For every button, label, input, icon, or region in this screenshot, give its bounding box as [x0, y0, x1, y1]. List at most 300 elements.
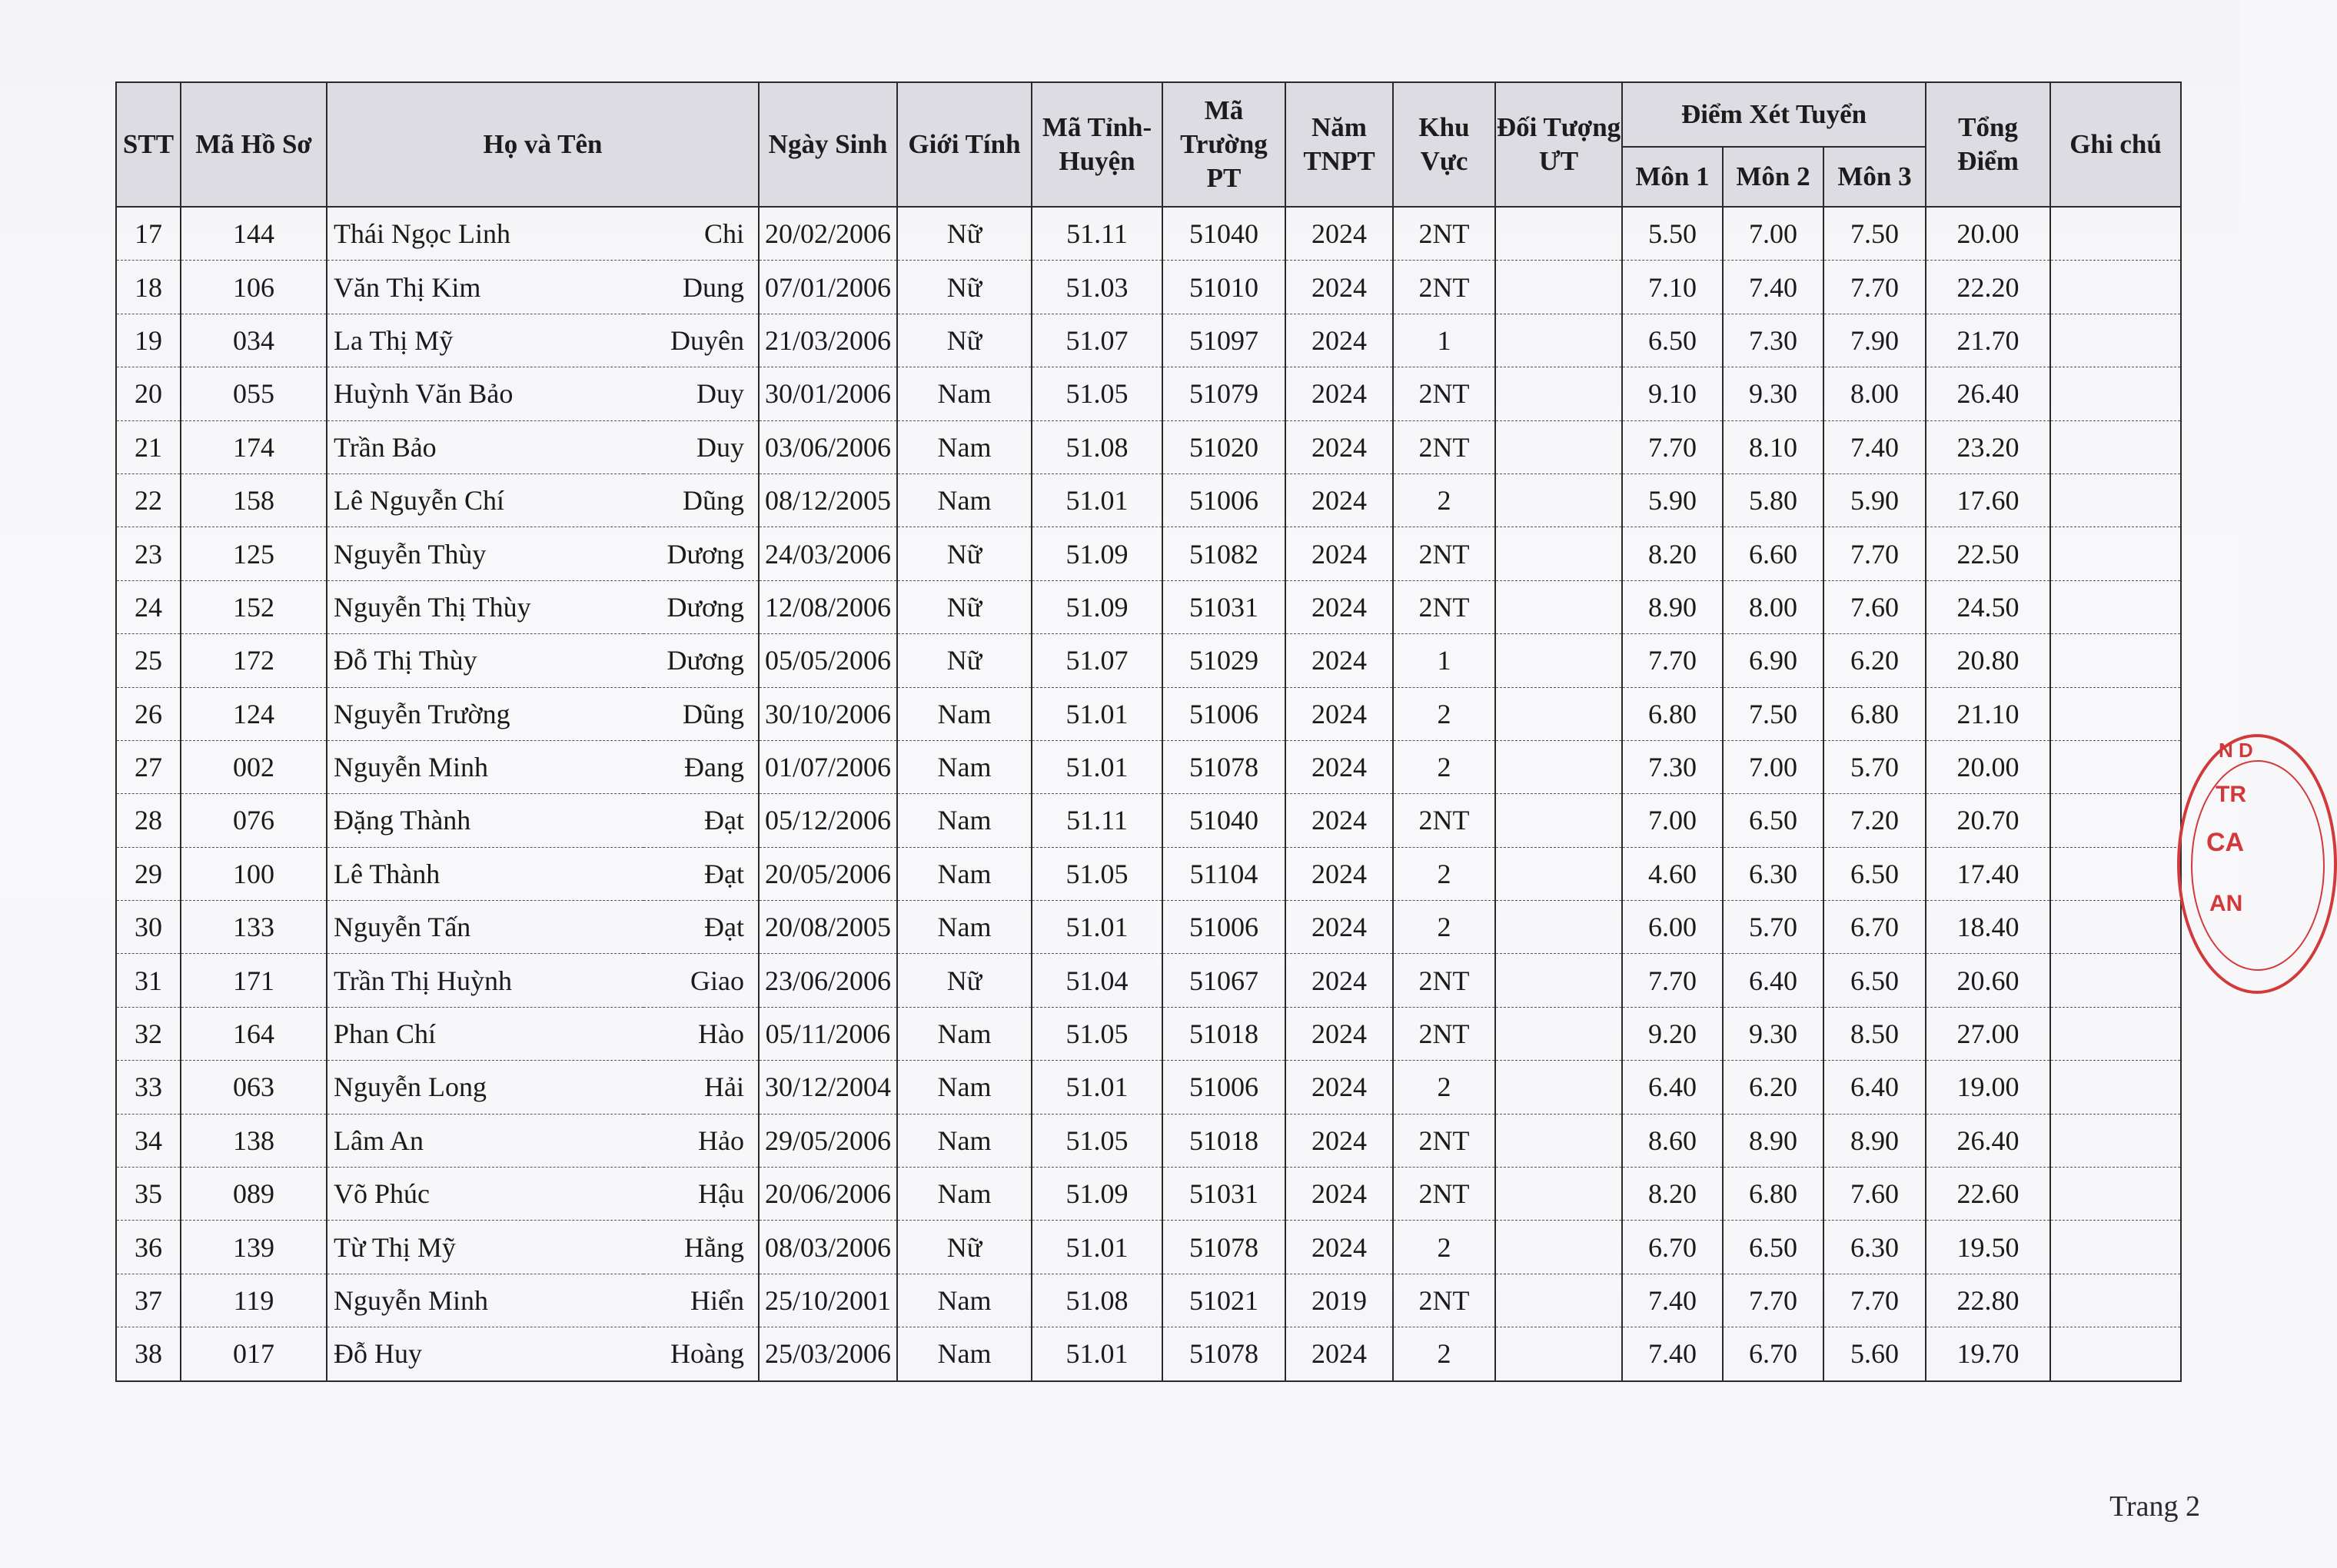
cell-mon-1: 9.10: [1622, 367, 1723, 420]
cell-stt: 32: [116, 1007, 181, 1060]
table-row: [116, 1221, 2181, 1274]
cell-mon-2: 6.50: [1723, 1221, 1823, 1274]
cell-mon-1: 6.70: [1622, 1221, 1723, 1274]
cell-ma-ho-so: 152: [181, 580, 327, 633]
cell-ghi-chu: [2050, 261, 2181, 314]
cell-stt: 20: [116, 367, 181, 420]
cell-ma-truong: 51020: [1162, 420, 1285, 473]
cell-doi-tuong-ut: [1495, 740, 1622, 793]
cell-khu-vuc: 2NT: [1393, 207, 1495, 261]
cell-nam-tnpt: 2024: [1285, 420, 1393, 473]
cell-ten: Đạt: [643, 794, 759, 847]
cell-ten: Dũng: [643, 687, 759, 740]
cell-ghi-chu: [2050, 954, 2181, 1007]
cell-mon-2: 6.60: [1723, 527, 1823, 580]
cell-ghi-chu: [2050, 1274, 2181, 1327]
cell-stt: 27: [116, 740, 181, 793]
cell-nam-tnpt: 2024: [1285, 1327, 1393, 1381]
cell-ho-dem: Nguyễn Minh: [327, 1274, 643, 1327]
cell-doi-tuong-ut: [1495, 527, 1622, 580]
cell-mon-3: 7.60: [1823, 1168, 1926, 1221]
cell-ma-truong: 51021: [1162, 1274, 1285, 1327]
cell-mon-2: 6.70: [1723, 1327, 1823, 1381]
cell-ho-dem: Huỳnh Văn Bảo: [327, 367, 643, 420]
cell-ten: Hoàng: [643, 1327, 759, 1381]
cell-tong-diem: 19.70: [1926, 1327, 2050, 1381]
cell-tong-diem: 22.80: [1926, 1274, 2050, 1327]
cell-doi-tuong-ut: [1495, 794, 1622, 847]
cell-ma-tinh-huyen: 51.11: [1032, 207, 1162, 261]
cell-tong-diem: 21.70: [1926, 314, 2050, 367]
cell-stt: 24: [116, 580, 181, 633]
cell-ghi-chu: [2050, 847, 2181, 900]
cell-ma-tinh-huyen: 51.07: [1032, 314, 1162, 367]
cell-stt: 38: [116, 1327, 181, 1381]
cell-khu-vuc: 2: [1393, 847, 1495, 900]
cell-ma-truong: 51082: [1162, 527, 1285, 580]
cell-ghi-chu: [2050, 1327, 2181, 1381]
cell-ma-ho-so: 076: [181, 794, 327, 847]
cell-ten: Dung: [643, 261, 759, 314]
cell-ma-truong: 51104: [1162, 847, 1285, 900]
header-nam-tnpt: Năm TNPT: [1285, 82, 1393, 207]
cell-mon-1: 6.80: [1622, 687, 1723, 740]
cell-khu-vuc: 2: [1393, 473, 1495, 527]
cell-tong-diem: 26.40: [1926, 1114, 2050, 1167]
cell-stt: 17: [116, 207, 181, 261]
table-row: [116, 687, 2181, 740]
header-ngay-sinh: Ngày Sinh: [759, 82, 897, 207]
cell-tong-diem: 27.00: [1926, 1007, 2050, 1060]
cell-khu-vuc: 2: [1393, 1221, 1495, 1274]
table-row: [116, 473, 2181, 527]
cell-doi-tuong-ut: [1495, 1221, 1622, 1274]
cell-ma-tinh-huyen: 51.09: [1032, 527, 1162, 580]
cell-ma-ho-so: 138: [181, 1114, 327, 1167]
cell-mon-3: 7.50: [1823, 207, 1926, 261]
cell-ghi-chu: [2050, 740, 2181, 793]
cell-ma-truong: 51018: [1162, 1114, 1285, 1167]
cell-gioi-tinh: Nữ: [897, 314, 1032, 367]
table-row: [116, 314, 2181, 367]
cell-mon-3: 6.20: [1823, 634, 1926, 687]
cell-tong-diem: 19.50: [1926, 1221, 2050, 1274]
cell-tong-diem: 24.50: [1926, 580, 2050, 633]
cell-khu-vuc: 2NT: [1393, 367, 1495, 420]
cell-ho-dem: Đỗ Thị Thùy: [327, 634, 643, 687]
cell-ma-ho-so: 034: [181, 314, 327, 367]
cell-ten: Đạt: [643, 901, 759, 954]
cell-tong-diem: 22.60: [1926, 1168, 2050, 1221]
cell-doi-tuong-ut: [1495, 687, 1622, 740]
cell-mon-1: 9.20: [1622, 1007, 1723, 1060]
cell-tong-diem: 17.60: [1926, 473, 2050, 527]
cell-stt: 36: [116, 1221, 181, 1274]
table-row: [116, 794, 2181, 847]
cell-ma-truong: 51010: [1162, 261, 1285, 314]
cell-tong-diem: 23.20: [1926, 420, 2050, 473]
cell-ngay-sinh: 01/07/2006: [759, 740, 897, 793]
cell-khu-vuc: 2: [1393, 1327, 1495, 1381]
cell-gioi-tinh: Nam: [897, 1327, 1032, 1381]
header-mon-1: Môn 1: [1622, 147, 1723, 207]
cell-gioi-tinh: Nam: [897, 1168, 1032, 1221]
cell-gioi-tinh: Nam: [897, 901, 1032, 954]
cell-doi-tuong-ut: [1495, 1274, 1622, 1327]
cell-khu-vuc: 2: [1393, 687, 1495, 740]
cell-doi-tuong-ut: [1495, 1061, 1622, 1114]
cell-ma-ho-so: 106: [181, 261, 327, 314]
cell-stt: 18: [116, 261, 181, 314]
cell-tong-diem: 21.10: [1926, 687, 2050, 740]
cell-mon-1: 7.70: [1622, 954, 1723, 1007]
cell-mon-1: 4.60: [1622, 847, 1723, 900]
cell-ten: Dương: [643, 580, 759, 633]
cell-doi-tuong-ut: [1495, 580, 1622, 633]
cell-ma-tinh-huyen: 51.03: [1032, 261, 1162, 314]
cell-ghi-chu: [2050, 314, 2181, 367]
cell-nam-tnpt: 2024: [1285, 847, 1393, 900]
cell-tong-diem: 17.40: [1926, 847, 2050, 900]
stamp-text: CA: [2206, 828, 2245, 857]
table-row: [116, 1168, 2181, 1221]
header-ho-va-ten: Họ và Tên: [327, 82, 759, 207]
table-row: [116, 847, 2181, 900]
header-mon-2: Môn 2: [1723, 147, 1823, 207]
cell-gioi-tinh: Nam: [897, 794, 1032, 847]
cell-ho-dem: Trần Bảo: [327, 420, 643, 473]
cell-mon-2: 7.70: [1723, 1274, 1823, 1327]
cell-khu-vuc: 2NT: [1393, 1274, 1495, 1327]
cell-ghi-chu: [2050, 1168, 2181, 1221]
cell-ma-tinh-huyen: 51.08: [1032, 1274, 1162, 1327]
cell-mon-1: 7.40: [1622, 1274, 1723, 1327]
cell-ma-tinh-huyen: 51.05: [1032, 1114, 1162, 1167]
red-seal-stamp: [2177, 734, 2337, 994]
cell-ngay-sinh: 23/06/2006: [759, 954, 897, 1007]
cell-ma-ho-so: 158: [181, 473, 327, 527]
cell-ngay-sinh: 24/03/2006: [759, 527, 897, 580]
cell-ghi-chu: [2050, 1061, 2181, 1114]
cell-mon-2: 5.70: [1723, 901, 1823, 954]
cell-ngay-sinh: 05/11/2006: [759, 1007, 897, 1060]
cell-stt: 35: [116, 1168, 181, 1221]
cell-ten: Giao: [643, 954, 759, 1007]
cell-ho-dem: Trần Thị Huỳnh: [327, 954, 643, 1007]
cell-doi-tuong-ut: [1495, 207, 1622, 261]
cell-ma-tinh-huyen: 51.07: [1032, 634, 1162, 687]
cell-mon-3: 7.70: [1823, 261, 1926, 314]
cell-ten: Hải: [643, 1061, 759, 1114]
cell-ma-ho-so: 125: [181, 527, 327, 580]
cell-gioi-tinh: Nam: [897, 1274, 1032, 1327]
cell-nam-tnpt: 2024: [1285, 580, 1393, 633]
cell-ngay-sinh: 25/03/2006: [759, 1327, 897, 1381]
cell-ho-dem: Nguyễn Long: [327, 1061, 643, 1114]
cell-ma-truong: 51078: [1162, 1327, 1285, 1381]
cell-mon-2: 6.20: [1723, 1061, 1823, 1114]
header-ma-tinh-huyen: Mã Tỉnh-Huyện: [1032, 82, 1162, 207]
cell-mon-1: 7.10: [1622, 261, 1723, 314]
cell-khu-vuc: 2NT: [1393, 1168, 1495, 1221]
cell-mon-3: 5.70: [1823, 740, 1926, 793]
cell-ma-tinh-huyen: 51.01: [1032, 1327, 1162, 1381]
cell-mon-1: 5.90: [1622, 473, 1723, 527]
cell-ten: Hậu: [643, 1168, 759, 1221]
cell-khu-vuc: 2NT: [1393, 261, 1495, 314]
cell-ma-truong: 51006: [1162, 473, 1285, 527]
cell-doi-tuong-ut: [1495, 473, 1622, 527]
cell-khu-vuc: 2: [1393, 901, 1495, 954]
cell-ngay-sinh: 03/06/2006: [759, 420, 897, 473]
cell-nam-tnpt: 2024: [1285, 1061, 1393, 1114]
header-ghi-chu: Ghi chú: [2050, 82, 2181, 207]
cell-mon-1: 7.70: [1622, 634, 1723, 687]
cell-ma-truong: 51097: [1162, 314, 1285, 367]
cell-ngay-sinh: 20/02/2006: [759, 207, 897, 261]
cell-stt: 34: [116, 1114, 181, 1167]
cell-doi-tuong-ut: [1495, 367, 1622, 420]
cell-mon-1: 6.00: [1622, 901, 1723, 954]
cell-mon-2: 6.90: [1723, 634, 1823, 687]
cell-nam-tnpt: 2024: [1285, 901, 1393, 954]
cell-nam-tnpt: 2024: [1285, 634, 1393, 687]
cell-ghi-chu: [2050, 1007, 2181, 1060]
cell-ma-tinh-huyen: 51.05: [1032, 1007, 1162, 1060]
header-gioi-tinh: Giới Tính: [897, 82, 1032, 207]
cell-gioi-tinh: Nam: [897, 740, 1032, 793]
cell-ma-tinh-huyen: 51.01: [1032, 1061, 1162, 1114]
cell-ma-ho-so: 119: [181, 1274, 327, 1327]
cell-ngay-sinh: 07/01/2006: [759, 261, 897, 314]
cell-ho-dem: Nguyễn Tấn: [327, 901, 643, 954]
cell-ma-truong: 51031: [1162, 580, 1285, 633]
cell-stt: 29: [116, 847, 181, 900]
cell-gioi-tinh: Nữ: [897, 954, 1032, 1007]
cell-khu-vuc: 1: [1393, 314, 1495, 367]
cell-nam-tnpt: 2024: [1285, 207, 1393, 261]
cell-ghi-chu: [2050, 1114, 2181, 1167]
cell-nam-tnpt: 2024: [1285, 1114, 1393, 1167]
cell-stt: 37: [116, 1274, 181, 1327]
cell-doi-tuong-ut: [1495, 901, 1622, 954]
cell-ten: Hào: [643, 1007, 759, 1060]
cell-mon-1: 7.00: [1622, 794, 1723, 847]
cell-mon-3: 7.40: [1823, 420, 1926, 473]
cell-mon-2: 7.00: [1723, 207, 1823, 261]
header-mon-3: Môn 3: [1823, 147, 1926, 207]
cell-mon-3: 5.90: [1823, 473, 1926, 527]
cell-ma-truong: 51078: [1162, 1221, 1285, 1274]
cell-ten: Duyên: [643, 314, 759, 367]
stamp-inner-ring: [2191, 760, 2325, 971]
table-row: [116, 634, 2181, 687]
cell-nam-tnpt: 2024: [1285, 314, 1393, 367]
cell-khu-vuc: 2NT: [1393, 954, 1495, 1007]
cell-ten: Duy: [643, 367, 759, 420]
cell-ma-ho-so: 174: [181, 420, 327, 473]
cell-tong-diem: 26.40: [1926, 367, 2050, 420]
cell-ghi-chu: [2050, 1221, 2181, 1274]
header-diem-xet-tuyen: Điểm Xét Tuyển: [1622, 82, 1926, 147]
cell-stt: 22: [116, 473, 181, 527]
cell-nam-tnpt: 2024: [1285, 794, 1393, 847]
cell-ma-tinh-huyen: 51.05: [1032, 367, 1162, 420]
cell-doi-tuong-ut: [1495, 1007, 1622, 1060]
table-row: [116, 207, 2181, 261]
header-ma-ho-so: Mã Hồ Sơ: [181, 82, 327, 207]
cell-stt: 26: [116, 687, 181, 740]
cell-stt: 19: [116, 314, 181, 367]
cell-mon-1: 8.90: [1622, 580, 1723, 633]
cell-tong-diem: 20.80: [1926, 634, 2050, 687]
cell-nam-tnpt: 2024: [1285, 1007, 1393, 1060]
cell-ho-dem: Thái Ngọc Linh: [327, 207, 643, 261]
cell-ho-dem: Văn Thị Kim: [327, 261, 643, 314]
cell-khu-vuc: 2NT: [1393, 794, 1495, 847]
cell-mon-3: 7.20: [1823, 794, 1926, 847]
cell-ma-ho-so: 100: [181, 847, 327, 900]
table-row: [116, 740, 2181, 793]
cell-ho-dem: Nguyễn Thị Thùy: [327, 580, 643, 633]
cell-mon-2: 8.00: [1723, 580, 1823, 633]
cell-ho-dem: Nguyễn Minh: [327, 740, 643, 793]
stamp-text: AN: [2209, 891, 2243, 916]
cell-doi-tuong-ut: [1495, 1114, 1622, 1167]
cell-nam-tnpt: 2024: [1285, 1168, 1393, 1221]
cell-ngay-sinh: 21/03/2006: [759, 314, 897, 367]
cell-mon-2: 7.30: [1723, 314, 1823, 367]
cell-ma-ho-so: 171: [181, 954, 327, 1007]
cell-ma-truong: 51006: [1162, 687, 1285, 740]
cell-khu-vuc: 2NT: [1393, 1114, 1495, 1167]
cell-khu-vuc: 2: [1393, 740, 1495, 793]
table-row: [116, 1007, 2181, 1060]
cell-ma-tinh-huyen: 51.01: [1032, 901, 1162, 954]
cell-doi-tuong-ut: [1495, 954, 1622, 1007]
cell-ma-tinh-huyen: 51.01: [1032, 473, 1162, 527]
cell-ten: Hảo: [643, 1114, 759, 1167]
cell-gioi-tinh: Nam: [897, 687, 1032, 740]
cell-ho-dem: Nguyễn Thùy: [327, 527, 643, 580]
cell-ten: Chi: [643, 207, 759, 261]
table-body: [116, 207, 2181, 1381]
cell-ho-dem: Đỗ Huy: [327, 1327, 643, 1381]
cell-gioi-tinh: Nữ: [897, 261, 1032, 314]
cell-stt: 28: [116, 794, 181, 847]
cell-ngay-sinh: 30/10/2006: [759, 687, 897, 740]
cell-mon-1: 6.40: [1622, 1061, 1723, 1114]
cell-ngay-sinh: 08/03/2006: [759, 1221, 897, 1274]
cell-mon-3: 7.90: [1823, 314, 1926, 367]
cell-mon-2: 5.80: [1723, 473, 1823, 527]
cell-khu-vuc: 1: [1393, 634, 1495, 687]
cell-mon-2: 8.90: [1723, 1114, 1823, 1167]
cell-ngay-sinh: 20/06/2006: [759, 1168, 897, 1221]
cell-ma-tinh-huyen: 51.01: [1032, 740, 1162, 793]
cell-ghi-chu: [2050, 634, 2181, 687]
cell-mon-2: 8.10: [1723, 420, 1823, 473]
candidate-score-table: [115, 81, 2182, 1382]
cell-ho-dem: Đặng Thành: [327, 794, 643, 847]
cell-ten: Duy: [643, 420, 759, 473]
cell-mon-3: 7.70: [1823, 1274, 1926, 1327]
cell-mon-3: 6.50: [1823, 847, 1926, 900]
cell-ngay-sinh: 12/08/2006: [759, 580, 897, 633]
table-row: [116, 367, 2181, 420]
cell-mon-2: 6.30: [1723, 847, 1823, 900]
cell-tong-diem: 19.00: [1926, 1061, 2050, 1114]
cell-gioi-tinh: Nam: [897, 1007, 1032, 1060]
cell-ho-dem: La Thị Mỹ: [327, 314, 643, 367]
table-row: [116, 420, 2181, 473]
cell-ma-truong: 51006: [1162, 1061, 1285, 1114]
cell-ma-ho-so: 139: [181, 1221, 327, 1274]
cell-ten: Dương: [643, 527, 759, 580]
cell-mon-1: 7.70: [1622, 420, 1723, 473]
cell-doi-tuong-ut: [1495, 420, 1622, 473]
cell-nam-tnpt: 2024: [1285, 527, 1393, 580]
cell-mon-3: 6.70: [1823, 901, 1926, 954]
cell-ma-ho-so: 055: [181, 367, 327, 420]
cell-gioi-tinh: Nam: [897, 420, 1032, 473]
cell-nam-tnpt: 2024: [1285, 740, 1393, 793]
cell-ghi-chu: [2050, 367, 2181, 420]
cell-ten: Hằng: [643, 1221, 759, 1274]
cell-mon-1: 5.50: [1622, 207, 1723, 261]
cell-mon-2: 9.30: [1723, 1007, 1823, 1060]
cell-nam-tnpt: 2024: [1285, 954, 1393, 1007]
cell-ghi-chu: [2050, 420, 2181, 473]
cell-tong-diem: 20.60: [1926, 954, 2050, 1007]
cell-ten: Dương: [643, 634, 759, 687]
cell-mon-3: 6.50: [1823, 954, 1926, 1007]
cell-ho-dem: Phan Chí: [327, 1007, 643, 1060]
cell-nam-tnpt: 2019: [1285, 1274, 1393, 1327]
cell-ghi-chu: [2050, 901, 2181, 954]
cell-gioi-tinh: Nam: [897, 847, 1032, 900]
table-row: [116, 1061, 2181, 1114]
cell-ho-dem: Lê Nguyễn Chí: [327, 473, 643, 527]
cell-ma-tinh-huyen: 51.11: [1032, 794, 1162, 847]
cell-ma-tinh-huyen: 51.01: [1032, 1221, 1162, 1274]
cell-mon-1: 8.20: [1622, 1168, 1723, 1221]
cell-gioi-tinh: Nam: [897, 1061, 1032, 1114]
cell-nam-tnpt: 2024: [1285, 473, 1393, 527]
cell-gioi-tinh: Nam: [897, 473, 1032, 527]
cell-mon-1: 8.20: [1622, 527, 1723, 580]
cell-ho-dem: Lâm An: [327, 1114, 643, 1167]
cell-ma-truong: 51079: [1162, 367, 1285, 420]
header-stt: STT: [116, 82, 181, 207]
table-row: [116, 901, 2181, 954]
cell-ma-truong: 51040: [1162, 207, 1285, 261]
cell-mon-3: 7.70: [1823, 527, 1926, 580]
cell-doi-tuong-ut: [1495, 314, 1622, 367]
cell-stt: 25: [116, 634, 181, 687]
cell-ma-truong: 51067: [1162, 954, 1285, 1007]
cell-mon-3: 8.90: [1823, 1114, 1926, 1167]
cell-ma-ho-so: 089: [181, 1168, 327, 1221]
cell-khu-vuc: 2NT: [1393, 580, 1495, 633]
cell-tong-diem: 20.00: [1926, 207, 2050, 261]
cell-nam-tnpt: 2024: [1285, 687, 1393, 740]
cell-mon-3: 6.80: [1823, 687, 1926, 740]
cell-gioi-tinh: Nữ: [897, 580, 1032, 633]
cell-stt: 31: [116, 954, 181, 1007]
cell-tong-diem: 22.50: [1926, 527, 2050, 580]
table-row: [116, 261, 2181, 314]
